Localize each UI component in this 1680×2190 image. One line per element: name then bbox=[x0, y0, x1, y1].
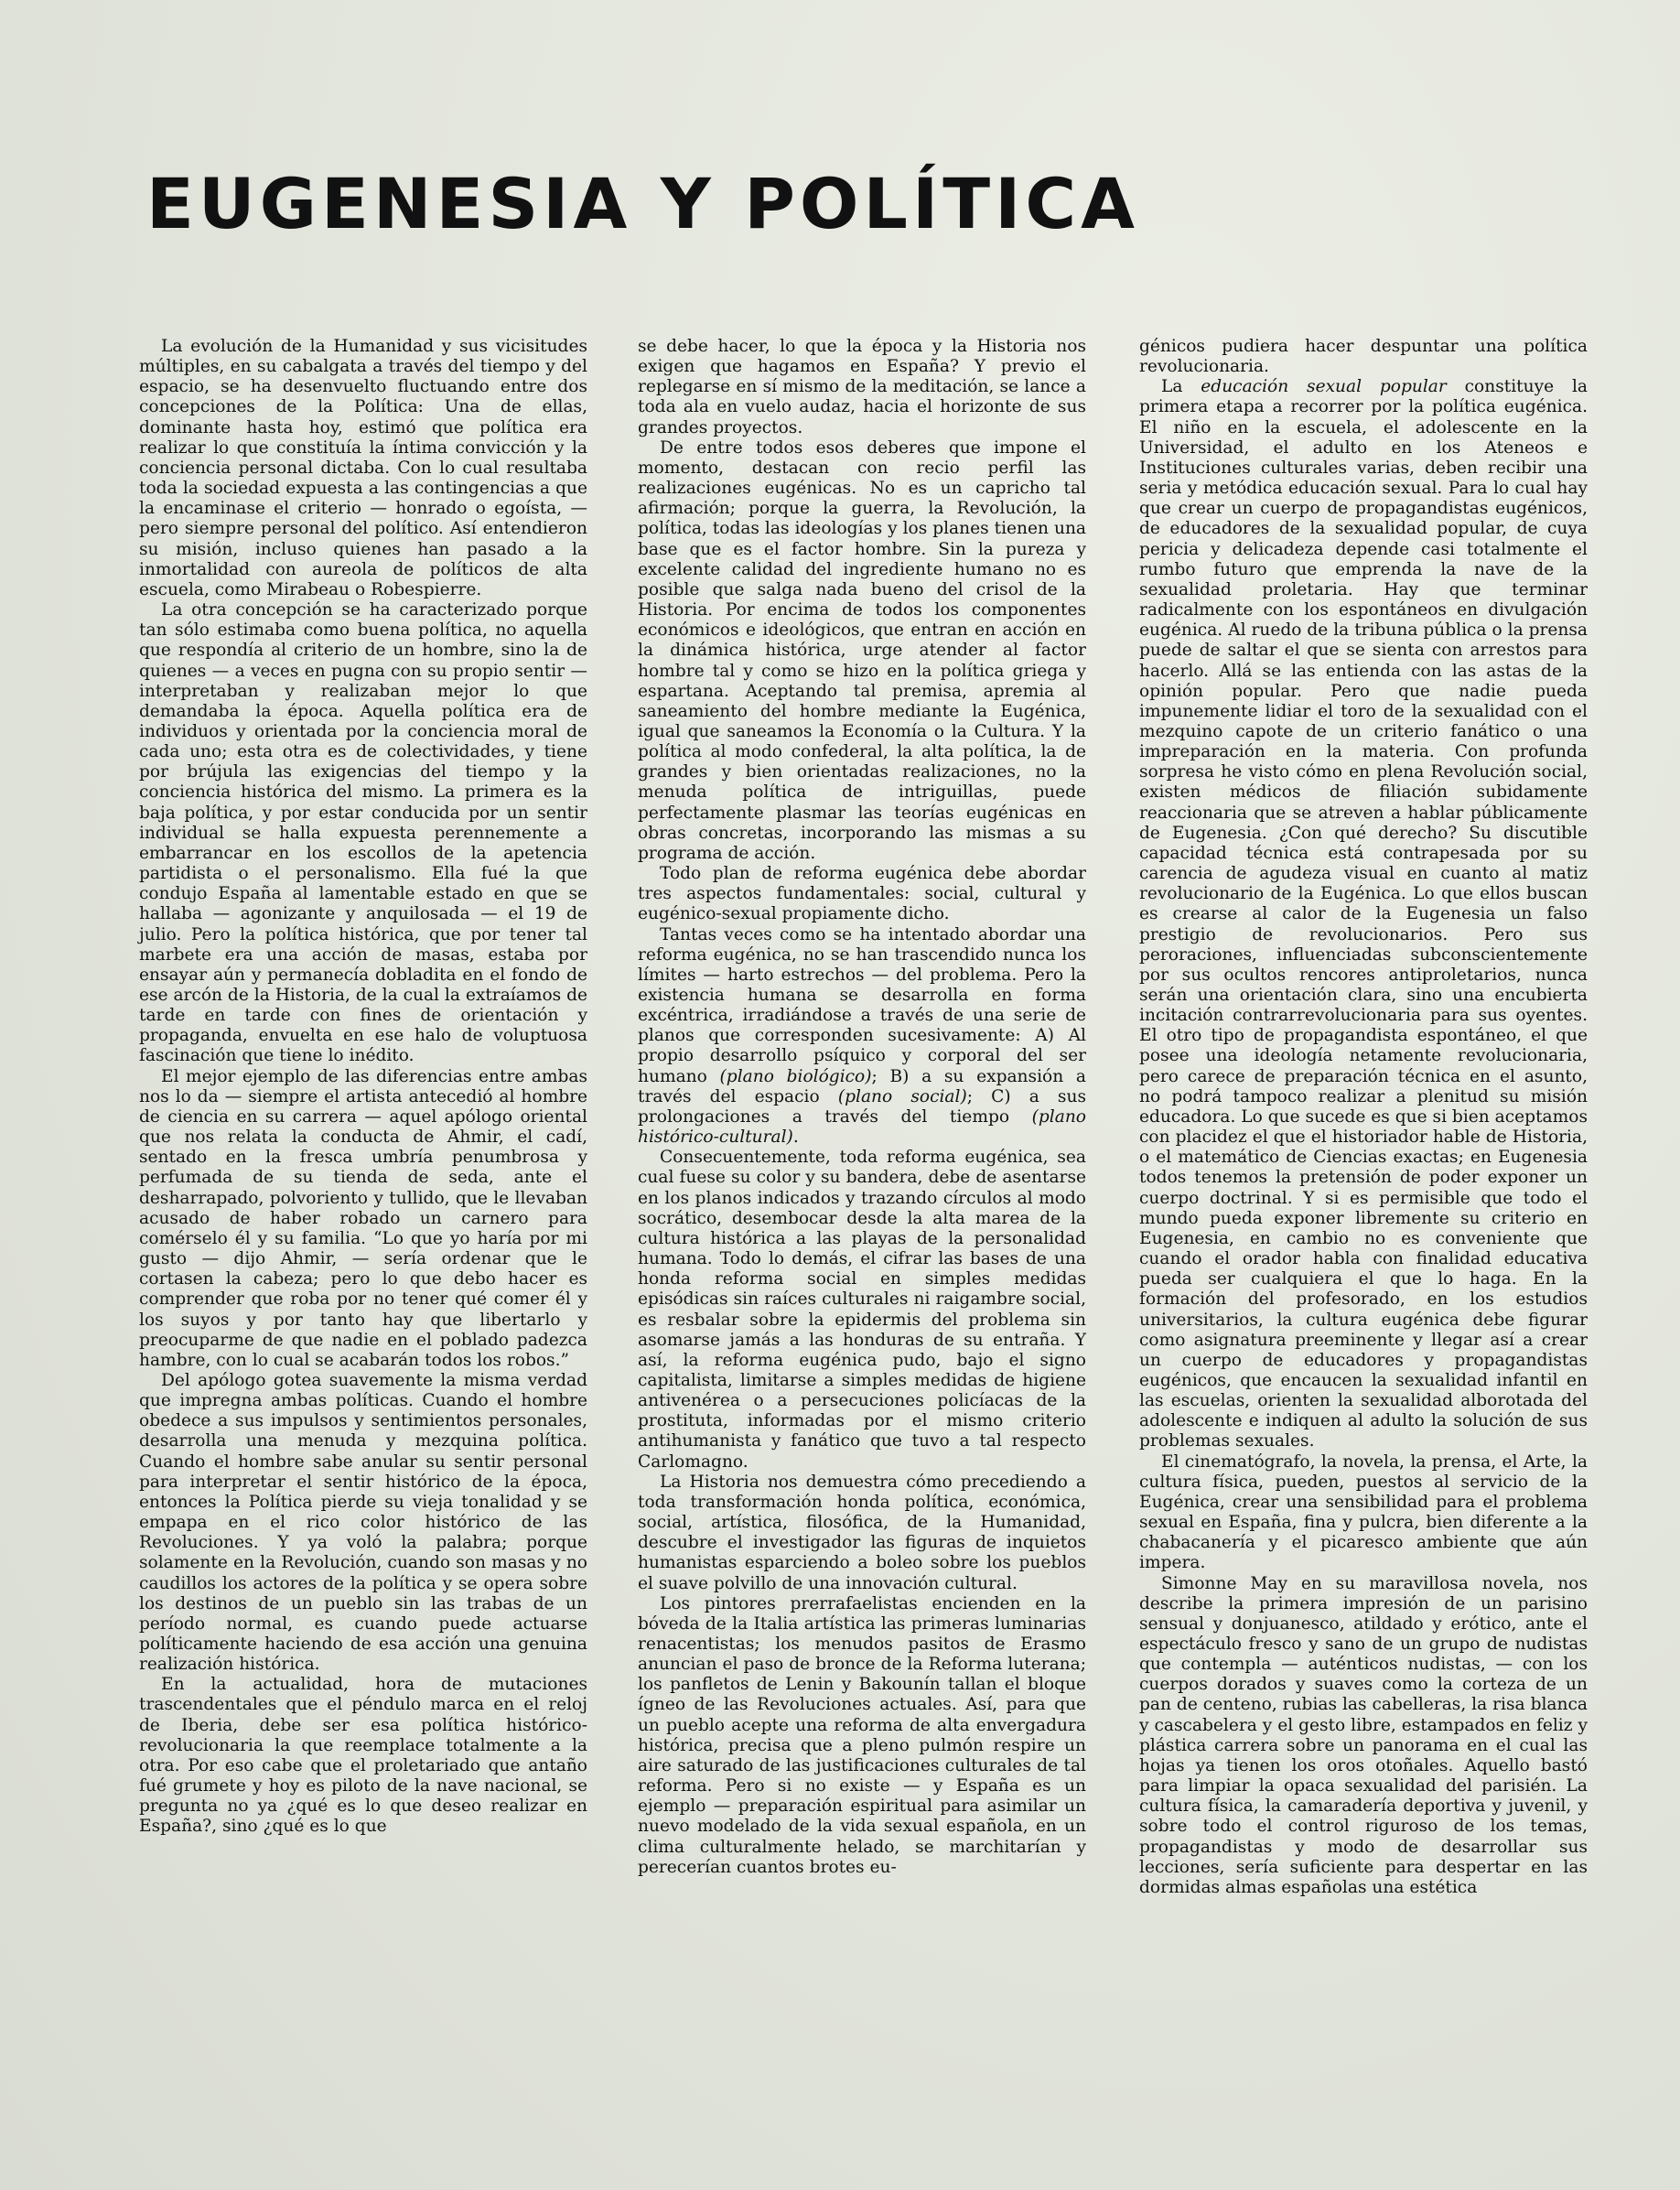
paragraph: Consecuentemente, toda reforma eugénica, sea cual fuese su color y su bandera, debe de asentarse en los planos indicados y trazando círculos al modo socrático, desembocar desde la alta marea de la cultura histórica a las playas de la personalidad humana. Todo lo demás, el cifrar las bases de una honda reforma social en simples medidas episódicas sin raíces culturales ni raigambre social, es resbalar sobre la epidermis del problema sin asomarse jamás a las honduras de su entraña. Y así, la reforma eugénica pudo, bajo el signo capitalista, limitarse a simples medidas de higiene antivenérea o a persecuciones policíacas de la prostituta, informadas por el mismo criterio antihumanista y fanático que tuvo a tal respecto Carlomagno. bbox=[638, 1148, 1086, 1472]
paragraph-text: Tantas veces como se ha intentado abordar una reforma eugénica, no se han trascendido nunca los límites — harto estrechos — del problema. Pero la existencia humana se desarrolla en forma excéntrica, irradiándose a través de una serie de planos que corresponden sucesivamente: A) Al propio desarrollo psíquico y corporal del ser humano bbox=[638, 924, 1086, 1086]
paragraph bbox=[638, 925, 1086, 1149]
paragraph: En la actualidad, hora de mutaciones trascendentales que el péndulo marca en el reloj de Iberia, debe ser esa política histórico-revolucionaria la que reemplace totalmente a la otra. Por eso cabe que el proletariado que antaño fué grumete y hoy es piloto de la nave nacional, se pregunta no ya ¿qué es lo que deseo realizar en España?, sino ¿qué es lo que bbox=[139, 1675, 587, 1837]
paragraph: Del apólogo gotea suavemente la misma verdad que impregna ambas políticas. Cuando el hombre obedece a sus impulsos y sentimientos personales, desarrolla una menuda y mezquina política. Cuando el hombre sabe anular su sentir personal para interpretar el sentir histórico de la época, entonces la Política pierde su vieja tonalidad y se empapa en el rico color histórico de las Revoluciones. Y ya voló la palabra; porque solamente en la Revolución, cuando son masas y no caudillos los actores de la política y se opera sobre los destinos de un pueblo sin las trabas de un período normal, es cuando puede actuarse políticamente haciendo de esa acción una genuina realización histórica. bbox=[139, 1370, 587, 1675]
italic-phrase: (plano histórico-cultural) bbox=[638, 1106, 1086, 1148]
text-column-3 bbox=[1139, 337, 1588, 1898]
paragraph: La evolución de la Humanidad y sus vicisitudes múltiples, en su cabalgata a través del tiempo y del espacio, se ha desenvuelto fluctuando entre dos concepciones de la Política: Una de ellas, dominante hasta hoy, estimó que política era realizar lo que constituía la íntima convicción y la conciencia personal dictaba. Con lo cual resultaba toda la sociedad expuesta a las contingencias a que la encaminase el criterio — honrado o egoísta, — pero siempre personal del político. Así entendieron su misión, incluso quienes han pasado a la inmortalidad con aureola de políticos de alta escuela, como Mirabeau o Robespierre. bbox=[139, 337, 587, 599]
paragraph: se debe hacer, lo que la época y la Historia nos exigen que hagamos en España? Y previo el replegarse en sí mismo de la meditación, se lance a toda ala en vuelo audaz, hacia el horizonte de sus grandes proyectos. bbox=[638, 337, 1086, 437]
italic-phrase: (plano social) bbox=[837, 1086, 967, 1106]
paragraph: Los pintores prerrafaelistas encienden en la bóveda de la Italia artística las primeras luminarias renacentistas; los menudos pasitos de Erasmo anuncian el paso de bronce de la Reforma luterana; los panfletos de Lenin y Bakounín tallan el bloque ígneo de las Revoluciones actuales. Así, para que un pueblo acepte una reforma de alta envergadura histórica, precisa que a pleno pulmón respire un aire saturado de las justificaciones culturales de tal reforma. Pero si no existe — y España es un ejemplo — preparación espiritual para asimilar un nuevo modelado de la vida sexual española, en un clima culturalmente helado, se marchitarían y perecerían cuantos brotes eu- bbox=[638, 1593, 1086, 1877]
paragraph: La Historia nos demuestra cómo precediendo a toda transformación honda política, económica, social, artística, filosófica, de la Humanidad, descubre el investigador las figuras de inquietos humanistas esparciendo a boleo sobre los pueblos el suave polvillo de una innovación cultural. bbox=[638, 1472, 1086, 1593]
paragraph-text: La bbox=[1161, 377, 1183, 397]
text-column-1 bbox=[139, 337, 587, 1838]
italic-phrase: educación sexual popular bbox=[1201, 377, 1447, 397]
italic-phrase: (plano biológico) bbox=[719, 1066, 872, 1086]
article-title: EUGENESIA Y POLÍTICA bbox=[146, 163, 1139, 244]
paragraph: La otra concepción se ha caracterizado porque tan sólo estimaba como buena política, no aquella que respondía al criterio de un hombre, sino la de quienes — a veces en pugna con su propio sentir — interpretaban y realizaban mejor lo que demandaba la época. Aquella política era de individuos y orientada por la conciencia moral de cada uno; esta otra es de colectividades, y tiene por brújula las exigencias del tiempo y la conciencia histórica del mismo. La primera es la baja política, y por estar conducida por un sentir individual se halla expuesta perennemente a embarrancar en los escollos de la apetencia partidista o el personalismo. Ella fué la que condujo España al lamentable estado en que se hallaba — agonizante y anquilosada — el 19 de julio. Pero la política histórica, que por tener tal marbete era una acción de masas, estaba por ensayar aún y permanecía dobladita en el fondo de ese arcón de la Historia, de la cual la extraíamos de tarde en tarde con fines de orientación y propaganda, envuelta en ese halo de voluptuosa fascinación que tiene lo inédito. bbox=[139, 600, 587, 1066]
paragraph: De entre todos esos deberes que impone el momento, destacan con recio perfil las realizaciones eugénicas. No es un capricho tal afirmación; porque la guerra, la Revolución, la política, todas las ideologías y los planes tienen una base que es el factor hombre. Sin la pureza y excelente calidad del ingrediente humano no es posible que salga nada bueno del crisol de la Historia. Por encima de todos los componentes económicos e ideológicos, que entran en acción en la dinámica histórica, urge atender al factor hombre tal y como se hizo en la política griega y espartana. Aceptando tal premisa, apremia al saneamiento del hombre mediante la Eugénica, igual que saneamos la Economía o la Cultura. Y la política al modo confederal, la alta política, la de grandes y bien orientadas realizaciones, no la menuda política de intriguillas, puede perfectamente plasmar las teorías eugénicas en obras concretas, incorporando las mismas a su programa de acción. bbox=[638, 437, 1086, 863]
paragraph: Simonne May en su maravillosa novela, nos describe la primera impresión de un parisino sensual y donjuanesco, atildado y erótico, ante el espectáculo fresco y sano de un grupo de nudistas que contempla — auténticos nudistas, — con los cuerpos dorados y suaves como la corteza de un pan de centeno, rubias las cabelleras, la risa blanca y cascabelera y el gesto libre, estampados en feliz y plástica carrera sobre un panorama en el cual las hojas ya tienen los oros otoñales. Aquello bastó para limpiar la opaca sexualidad del parisién. La cultura física, la camaradería deportiva y juvenil, y sobre todo el control riguroso de los temas, propagandistas y modo de desarrollar sus lecciones, sería suficiente para despertar en las dormidas almas españolas una estética bbox=[1139, 1573, 1588, 1897]
paragraph bbox=[1139, 377, 1588, 1451]
paragraph-text: ; C) a sus prolongaciones a través del tiempo bbox=[638, 1086, 1086, 1127]
paragraph: génicos pudiera hacer despuntar una política revolucionaria. bbox=[1139, 337, 1588, 377]
paragraph: Todo plan de reforma eugénica debe abordar tres aspectos fundamentales: social, cultural y eugénico-sexual propiamente dicho. bbox=[638, 864, 1086, 924]
paragraph-text: constituye la primera etapa a recorrer por la política eugénica. El niño en la escuela, el adolescente en la Universidad, el adulto en los Ateneos e Instituciones culturales varias, deben recibir una seria y metódica educación sexual. Para lo cual hay que crear un cuerpo de propagandistas eugénicos, de educadores de la sexualidad popular, de cuya pericia y delicadeza depende casi totalmente el rumbo futuro que emprenda la nave de la sexualidad proletaria. Hay que terminar radicalmente con los espontáneos en divulgación eugénica. Al ruedo de la tribuna pública o la prensa puede de saltar el que se sienta con arrestos para hacerlo. Allá se las entienda con las astas de la opinión popular. Pero que nadie pueda impunemente lidiar el toro de la sexualidad con el mezquino capote de un criterio fanático o una impreparación en la materia. Con profunda sorpresa he visto cómo en plena Revolución social, existen médicos de filiación subidamente reaccionaria que se atreven a hablar públicamente de Eugenesia. ¿Con qué derecho? Su discutible capacidad técnica está contrapesada por su carencia de agudeza visual en cuanto al matiz revolucionario de la Eugénica. Lo que ellos buscan es crearse al calor de la Eugenesia un falso prestigio de revolucionarios. Pero sus peroraciones, influenciadas subconscientemente por sus ocultos rencores antiproletarios, nunca serán una orientación clara, sino una encubierta incitación contrarrevolucionaria para sus oyentes. El otro tipo de propagandista espontáneo, el que posee una ideología netamente revolucionaria, pero carece de preparación técnica en el asunto, no podrá tampoco realizar a plenitud su misión educadora. Lo que sucede es que si bien aceptamos con placidez el que el historiador hable de Historia, o el matemático de Ciencias exactas; en Eugenesia todos tenemos la pretensión de poder exponer un cuerpo doctrinal. Y si es permisible que todo el mundo pueda exponer libremente su criterio en Eugenesia, en cambio no es conveniente que cuando el orador habla con finalidad educativa pueda ser cualquiera el que lo haga. En la formación del profesorado, en los estudios universitarios, la cultura eugénica debe figurar como asignatura preeminente y llegar así a crear un cuerpo de educadores y propagandistas eugénicos, que encaucen la sexualidad infantil en las escuelas, orienten la sexualidad alborotada del adolescente e indiquen al adulto la solución de sus problemas sexuales. bbox=[1139, 377, 1588, 1451]
text-column-2 bbox=[638, 337, 1086, 1878]
paragraph-text: . bbox=[792, 1127, 799, 1148]
paragraph: El cinematógrafo, la novela, la prensa, el Arte, la cultura física, pueden, puestos al servicio de la Eugénica, crear una sensibilidad para el problema sexual en España, fina y pulcra, bien diferente a la chabacanería y el picaresco ambiente que aún impera. bbox=[1139, 1451, 1588, 1573]
paragraph-text: ; B) a su expansión a través del espacio bbox=[638, 1066, 1086, 1106]
paragraph: El mejor ejemplo de las diferencias entre ambas nos lo da — siempre el artista antecedió al hombre de ciencia en su carrera — aquel apólogo oriental que nos relata la conducta de Ahmir, el cadí, sentado en la fresca umbría penumbrosa y perfumada de su tienda de seda, ante el desharrapado, polvoriento y tullido, que le llevaban acusado de haber robado un carnero para comérselo él y su familia. “Lo que yo haría por mi gusto — dijo Ahmir, — sería ordenar que le cortasen la cabeza; pero lo que debo hacer es comprender que roba por no tener qué comer él y los suyos y por tanto hay que libertarlo y preocuparme de que nadie en el poblado padezca hambre, con lo cual se acabarán todos los robos.” bbox=[139, 1066, 587, 1370]
